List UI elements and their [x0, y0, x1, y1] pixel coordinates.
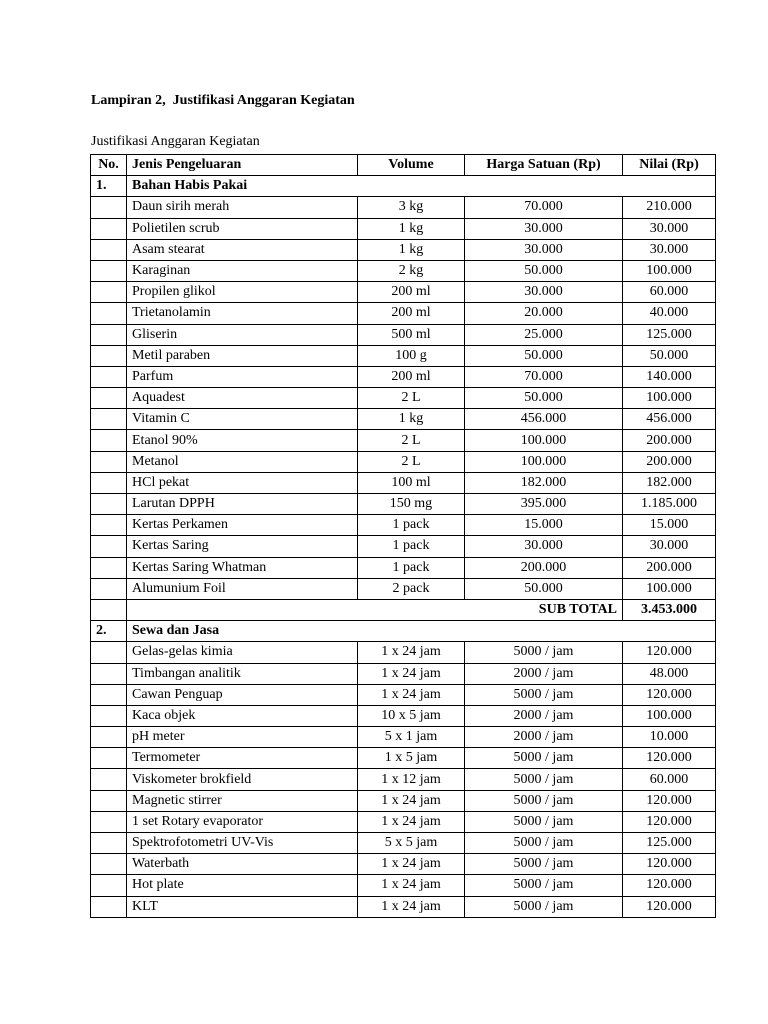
table-row [91, 494, 716, 515]
cell-value: 30.000 [623, 536, 716, 557]
cell-volume: 150 mg [358, 494, 465, 515]
cell-price: 200.000 [465, 557, 623, 578]
cell-value: 125.000 [623, 833, 716, 854]
cell-volume: 1 x 24 jam [358, 854, 465, 875]
table-row [91, 790, 716, 811]
cell-price: 5000 / jam [465, 854, 623, 875]
cell-item: Trietanolamin [127, 303, 358, 324]
cell-item: Kaca objek [127, 705, 358, 726]
cell-no [91, 663, 127, 684]
cell-price: 5000 / jam [465, 684, 623, 705]
cell-value: 48.000 [623, 663, 716, 684]
table-row [91, 472, 716, 493]
cell-item: Timbangan analitik [127, 663, 358, 684]
cell-value: 100.000 [623, 260, 716, 281]
cell-volume: 1 pack [358, 515, 465, 536]
cell-value: 100.000 [623, 705, 716, 726]
cell-item: Vitamin C [127, 409, 358, 430]
section-number: 2. [91, 621, 127, 642]
table-row [91, 896, 716, 917]
cell-value: 1.185.000 [623, 494, 716, 515]
cell-price: 15.000 [465, 515, 623, 536]
header-value: Nilai (Rp) [623, 155, 716, 176]
cell-volume: 1 pack [358, 557, 465, 578]
section-name: Sewa dan Jasa [127, 621, 716, 642]
cell-no [91, 833, 127, 854]
cell-value: 100.000 [623, 578, 716, 599]
cell-value: 456.000 [623, 409, 716, 430]
cell-value: 60.000 [623, 282, 716, 303]
cell-no [91, 557, 127, 578]
cell-item: Daun sirih merah [127, 197, 358, 218]
cell-item: Kertas Saring Whatman [127, 557, 358, 578]
cell-item: Termometer [127, 748, 358, 769]
cell-volume: 1 pack [358, 536, 465, 557]
cell-no [91, 854, 127, 875]
header-no: No. [91, 155, 127, 176]
cell-no [91, 197, 127, 218]
table-row [91, 282, 716, 303]
cell-volume: 100 g [358, 345, 465, 366]
cell-value: 120.000 [623, 790, 716, 811]
cell-volume: 2 kg [358, 260, 465, 281]
cell-item: Spektrofotometri UV-Vis [127, 833, 358, 854]
cell-volume: 200 ml [358, 366, 465, 387]
header-volume: Volume [358, 155, 465, 176]
cell-price: 50.000 [465, 388, 623, 409]
cell-price: 70.000 [465, 366, 623, 387]
cell-no [91, 303, 127, 324]
cell-volume: 1 x 24 jam [358, 642, 465, 663]
cell-volume: 1 x 24 jam [358, 790, 465, 811]
cell-item: Kertas Saring [127, 536, 358, 557]
cell-item: Hot plate [127, 875, 358, 896]
table-row [91, 366, 716, 387]
cell-no [91, 430, 127, 451]
cell-price: 5000 / jam [465, 642, 623, 663]
cell-value: 140.000 [623, 366, 716, 387]
cell-item: Metanol [127, 451, 358, 472]
cell-no [91, 875, 127, 896]
table-row [91, 811, 716, 832]
cell-volume: 1 x 24 jam [358, 896, 465, 917]
cell-value: 40.000 [623, 303, 716, 324]
table-row [91, 515, 716, 536]
section-header-row [91, 621, 716, 642]
cell-no [91, 345, 127, 366]
cell-volume: 1 x 24 jam [358, 684, 465, 705]
page-title: Lampiran 2, Justifikasi Anggaran Kegiatan [91, 93, 355, 108]
table-row [91, 769, 716, 790]
cell-item: pH meter [127, 727, 358, 748]
cell-item: Gliserin [127, 324, 358, 345]
cell-volume: 1 x 5 jam [358, 748, 465, 769]
cell-volume: 1 kg [358, 218, 465, 239]
cell-price: 5000 / jam [465, 875, 623, 896]
cell-value: 120.000 [623, 811, 716, 832]
cell-item: Aquadest [127, 388, 358, 409]
cell-volume: 5 x 1 jam [358, 727, 465, 748]
table-body [91, 176, 716, 918]
cell-price: 2000 / jam [465, 663, 623, 684]
table-row [91, 663, 716, 684]
header-price: Harga Satuan (Rp) [465, 155, 623, 176]
cell-item: Alumunium Foil [127, 578, 358, 599]
table-header-row [91, 155, 716, 176]
table-row [91, 388, 716, 409]
cell-price: 395.000 [465, 494, 623, 515]
cell-value: 200.000 [623, 557, 716, 578]
cell-price: 70.000 [465, 197, 623, 218]
cell-no [91, 790, 127, 811]
cell-volume: 2 L [358, 451, 465, 472]
cell-no [91, 451, 127, 472]
cell-volume: 500 ml [358, 324, 465, 345]
cell-item: 1 set Rotary evaporator [127, 811, 358, 832]
table-row [91, 260, 716, 281]
cell-no [91, 494, 127, 515]
cell-value: 15.000 [623, 515, 716, 536]
cell-value: 200.000 [623, 430, 716, 451]
cell-volume: 100 ml [358, 472, 465, 493]
table-row [91, 557, 716, 578]
cell-volume: 3 kg [358, 197, 465, 218]
cell-no [91, 260, 127, 281]
cell-no [91, 324, 127, 345]
cell-item: Polietilen scrub [127, 218, 358, 239]
cell-value: 200.000 [623, 451, 716, 472]
table-row [91, 727, 716, 748]
cell-price: 5000 / jam [465, 896, 623, 917]
cell-value: 100.000 [623, 388, 716, 409]
cell-no [91, 642, 127, 663]
table-row [91, 345, 716, 366]
cell-volume: 2 pack [358, 578, 465, 599]
section-number: 1. [91, 176, 127, 197]
cell-item: KLT [127, 896, 358, 917]
cell-volume: 1 x 24 jam [358, 663, 465, 684]
table-row [91, 303, 716, 324]
table-caption: Justifikasi Anggaran Kegiatan [91, 134, 260, 149]
cell-item: Kertas Perkamen [127, 515, 358, 536]
cell-price: 456.000 [465, 409, 623, 430]
cell-value: 125.000 [623, 324, 716, 345]
cell-no [91, 366, 127, 387]
cell-volume: 2 L [358, 388, 465, 409]
cell-volume: 1 x 24 jam [358, 811, 465, 832]
cell-volume: 1 kg [358, 409, 465, 430]
cell-item: Parfum [127, 366, 358, 387]
cell-value: 120.000 [623, 896, 716, 917]
cell-price: 50.000 [465, 260, 623, 281]
cell-no [91, 218, 127, 239]
table-row [91, 833, 716, 854]
cell-item: Waterbath [127, 854, 358, 875]
cell-price: 30.000 [465, 218, 623, 239]
cell-price: 2000 / jam [465, 705, 623, 726]
cell-no [91, 282, 127, 303]
subtotal-value: 3.453.000 [623, 599, 716, 620]
cell-volume: 200 ml [358, 303, 465, 324]
cell-value: 182.000 [623, 472, 716, 493]
cell-no [91, 811, 127, 832]
cell-item: Metil paraben [127, 345, 358, 366]
cell-value: 10.000 [623, 727, 716, 748]
cell-value: 120.000 [623, 642, 716, 663]
header-item: Jenis Pengeluaran [127, 155, 358, 176]
cell-price: 5000 / jam [465, 811, 623, 832]
cell-value: 120.000 [623, 684, 716, 705]
subtotal-row [91, 599, 716, 620]
cell-volume: 1 x 12 jam [358, 769, 465, 790]
table-row [91, 218, 716, 239]
table-row [91, 324, 716, 345]
cell-price: 2000 / jam [465, 727, 623, 748]
cell-price: 5000 / jam [465, 769, 623, 790]
table-row [91, 642, 716, 663]
cell-price: 25.000 [465, 324, 623, 345]
cell-item: Etanol 90% [127, 430, 358, 451]
cell-item: Cawan Penguap [127, 684, 358, 705]
cell-volume: 5 x 5 jam [358, 833, 465, 854]
cell-no [91, 705, 127, 726]
cell-no [91, 472, 127, 493]
cell-no [91, 769, 127, 790]
table-row [91, 748, 716, 769]
subtotal-label: SUB TOTAL [127, 599, 623, 620]
cell-volume: 10 x 5 jam [358, 705, 465, 726]
cell-value: 30.000 [623, 218, 716, 239]
cell-item: HCl pekat [127, 472, 358, 493]
cell-value: 120.000 [623, 748, 716, 769]
cell-price: 20.000 [465, 303, 623, 324]
cell-value: 210.000 [623, 197, 716, 218]
table-row [91, 684, 716, 705]
section-name: Bahan Habis Pakai [127, 176, 716, 197]
cell-no [91, 239, 127, 260]
cell-no [91, 536, 127, 557]
table-row [91, 536, 716, 557]
cell-item: Magnetic stirrer [127, 790, 358, 811]
cell-price: 100.000 [465, 430, 623, 451]
cell-price: 30.000 [465, 282, 623, 303]
cell-price: 30.000 [465, 239, 623, 260]
table-row [91, 578, 716, 599]
table-row [91, 409, 716, 430]
cell-volume: 2 L [358, 430, 465, 451]
cell-value: 120.000 [623, 854, 716, 875]
table-row [91, 705, 716, 726]
table-row [91, 451, 716, 472]
table-row [91, 854, 716, 875]
cell-volume: 200 ml [358, 282, 465, 303]
cell-item: Viskometer brokfield [127, 769, 358, 790]
cell-volume: 1 x 24 jam [358, 875, 465, 896]
cell-volume: 1 kg [358, 239, 465, 260]
table-row [91, 239, 716, 260]
cell-item: Propilen glikol [127, 282, 358, 303]
cell-no [91, 684, 127, 705]
cell-no [91, 727, 127, 748]
cell-price: 5000 / jam [465, 748, 623, 769]
table-row [91, 197, 716, 218]
cell-no [91, 409, 127, 430]
cell-value: 50.000 [623, 345, 716, 366]
cell-no [91, 748, 127, 769]
cell-no [91, 896, 127, 917]
table-row [91, 875, 716, 896]
cell-no [91, 388, 127, 409]
cell-price: 30.000 [465, 536, 623, 557]
cell-value: 30.000 [623, 239, 716, 260]
cell-price: 100.000 [465, 451, 623, 472]
section-header-row [91, 176, 716, 197]
cell-price: 5000 / jam [465, 790, 623, 811]
cell-item: Gelas-gelas kimia [127, 642, 358, 663]
budget-table [90, 154, 716, 918]
cell-no [91, 515, 127, 536]
cell-item: Karaginan [127, 260, 358, 281]
cell-value: 60.000 [623, 769, 716, 790]
cell-value: 120.000 [623, 875, 716, 896]
cell-item: Asam stearat [127, 239, 358, 260]
cell-price: 50.000 [465, 578, 623, 599]
cell-no [91, 578, 127, 599]
cell-price: 50.000 [465, 345, 623, 366]
cell-item: Larutan DPPH [127, 494, 358, 515]
cell-price: 5000 / jam [465, 833, 623, 854]
cell-price: 182.000 [465, 472, 623, 493]
cell-no [91, 599, 127, 620]
table-row [91, 430, 716, 451]
